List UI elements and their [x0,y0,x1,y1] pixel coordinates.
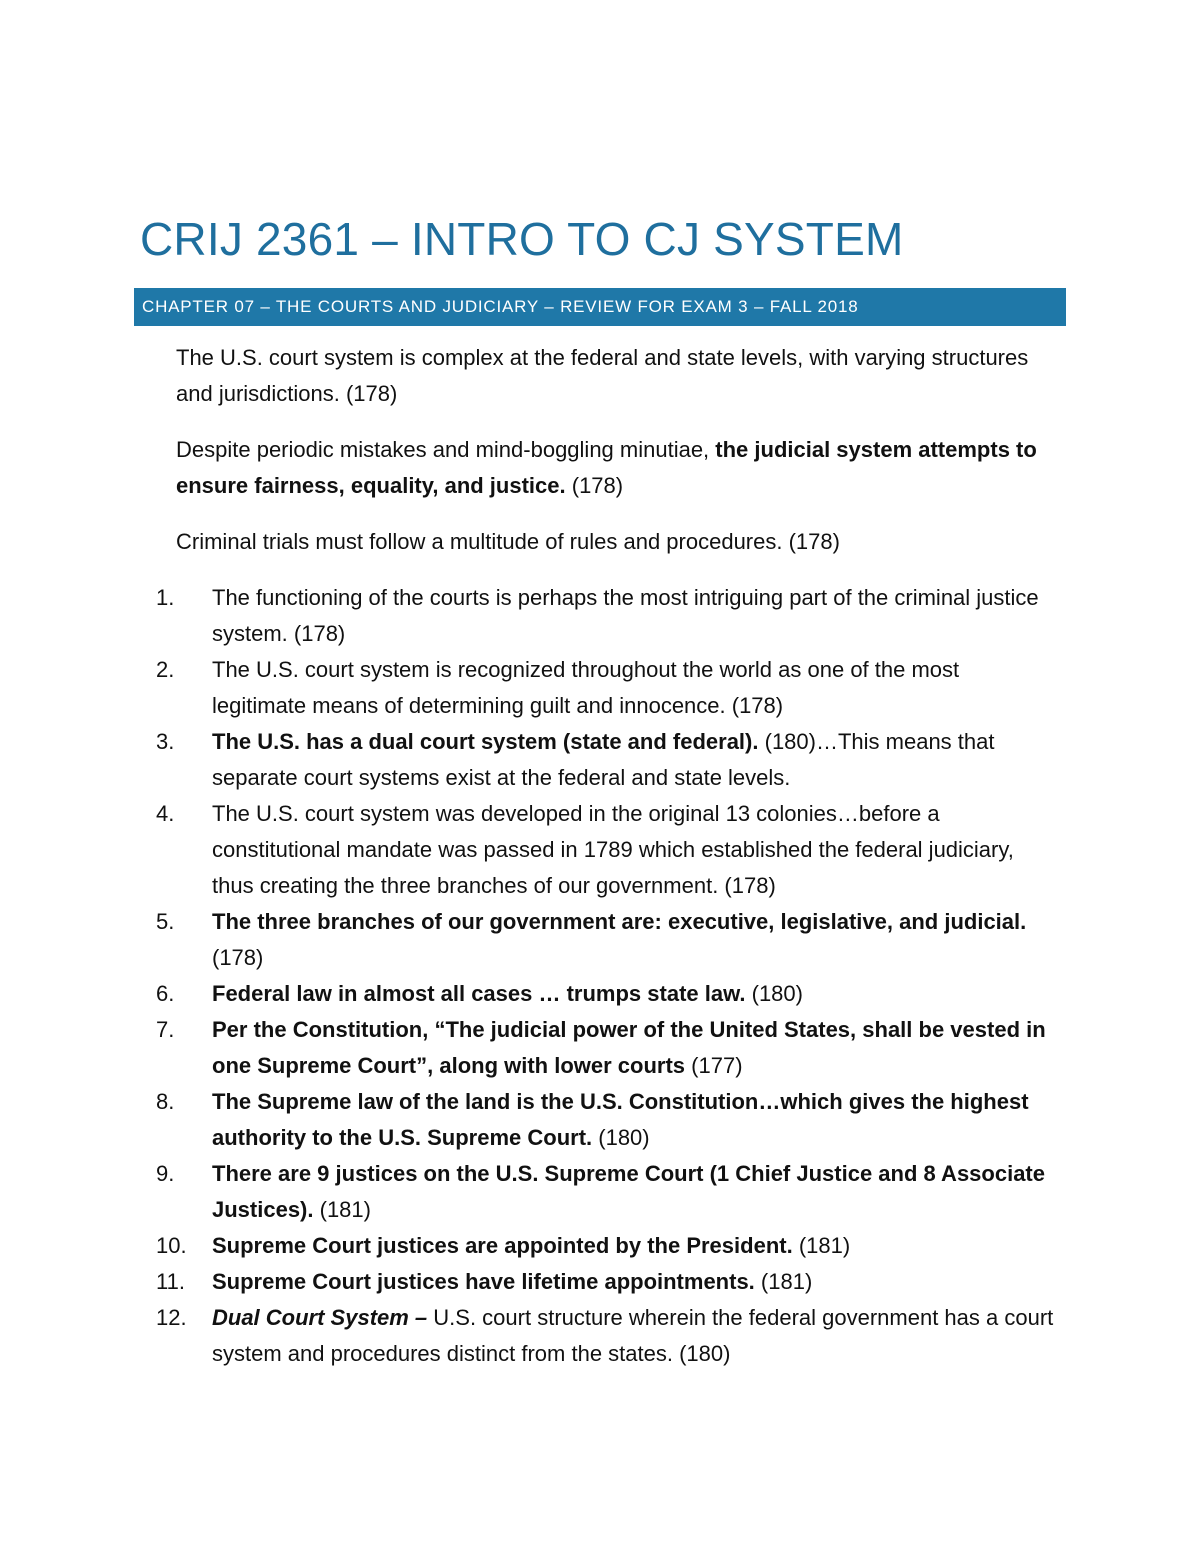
item-number: 2. [156,657,175,682]
intro-paragraph-2 [176,432,1056,504]
paragraph-text-tail: (178) [565,473,624,498]
item-number: 12. [156,1305,187,1330]
item-bold-text: Supreme Court justices have lifetime appointments. [212,1269,755,1294]
list-item [156,1264,1056,1300]
item-bold-text: There are 9 justices on the U.S. Supreme Court (1 Chief Justice and 8 Associate Justices). [212,1161,1045,1222]
item-text: (181) [792,1233,851,1258]
item-text: The U.S. court system was developed in the original 13 colonies…before a constitutional mandate was passed in 1789 which established the federal judiciary, thus creating the three branches of our government. (178) [212,801,1014,898]
item-number: 4. [156,801,175,826]
item-number: 6. [156,981,175,1006]
item-text: U.S. court structure wherein the federal government has a court system and procedures distinct from the states. (180) [212,1305,1054,1366]
item-bold-text: Per the Constitution, “The judicial power of the United States, shall be vested in one Supreme Court”, along with lower courts [212,1017,1046,1078]
paragraph-text: The U.S. court system is complex at the federal and state levels, with varying structures and jurisdictions. (178) [176,345,1029,406]
document-title: CRIJ 2361 – INTRO TO CJ SYSTEM [140,213,904,265]
item-bold-italic-term: Dual Court System – [212,1305,428,1330]
list-item [156,976,1056,1012]
item-number: 7. [156,1017,175,1042]
item-text: (180) [592,1125,650,1150]
chapter-banner: CHAPTER 07 – THE COURTS AND JUDICIARY – REVIEW FOR EXAM 3 – FALL 2018 [134,288,1066,326]
list-item [156,1300,1056,1372]
item-text: (181) [313,1197,371,1222]
paragraph-text: Criminal trials must follow a multitude of rules and procedures. (178) [176,529,840,554]
item-text: (177) [685,1053,743,1078]
item-text: (178) [212,945,264,970]
list-item [156,724,1056,796]
item-number: 10. [156,1233,187,1258]
review-list [156,580,1056,1372]
item-text: (181) [754,1269,813,1294]
list-item [156,904,1056,976]
item-text: The U.S. court system is recognized throughout the world as one of the most legitimate means of determining guilt and innocence. (178) [212,657,960,718]
list-item [156,652,1056,724]
item-bold-text: Federal law in almost all cases … trumps state law. [212,981,746,1006]
list-item [156,1084,1056,1156]
item-text: (180) [745,981,803,1006]
list-item [156,580,1056,652]
item-text: (180)…This means that separate court systems exist at the federal and state levels. [212,729,995,790]
item-number: 11. [156,1269,185,1294]
document-body [156,340,1056,1372]
intro-paragraph-3 [176,524,1056,560]
intro-paragraph-1 [176,340,1056,412]
item-number: 5. [156,909,175,934]
list-item [156,796,1056,904]
item-number: 8. [156,1089,175,1114]
paragraph-bold-text: the judicial system attempts to ensure fairness, equality, and justice. [176,437,1037,498]
list-item [156,1012,1056,1084]
item-number: 9. [156,1161,175,1186]
item-number: 3. [156,729,175,754]
item-bold-text: Supreme Court justices are appointed by the President. [212,1233,793,1258]
item-bold-text: The three branches of our government are: executive, legislative, and judicial. [212,909,1027,934]
item-text: The functioning of the courts is perhaps the most intriguing part of the criminal justice system. (178) [212,585,1039,646]
list-item [156,1156,1056,1228]
item-number: 1. [156,585,175,610]
list-item [156,1228,1056,1264]
item-bold-text: The U.S. has a dual court system (state and federal). [212,729,759,754]
paragraph-text: Despite periodic mistakes and mind-boggling minutiae, [176,437,716,462]
item-bold-text: The Supreme law of the land is the U.S. Constitution…which gives the highest authority to the U.S. Supreme Court. [212,1089,1029,1150]
